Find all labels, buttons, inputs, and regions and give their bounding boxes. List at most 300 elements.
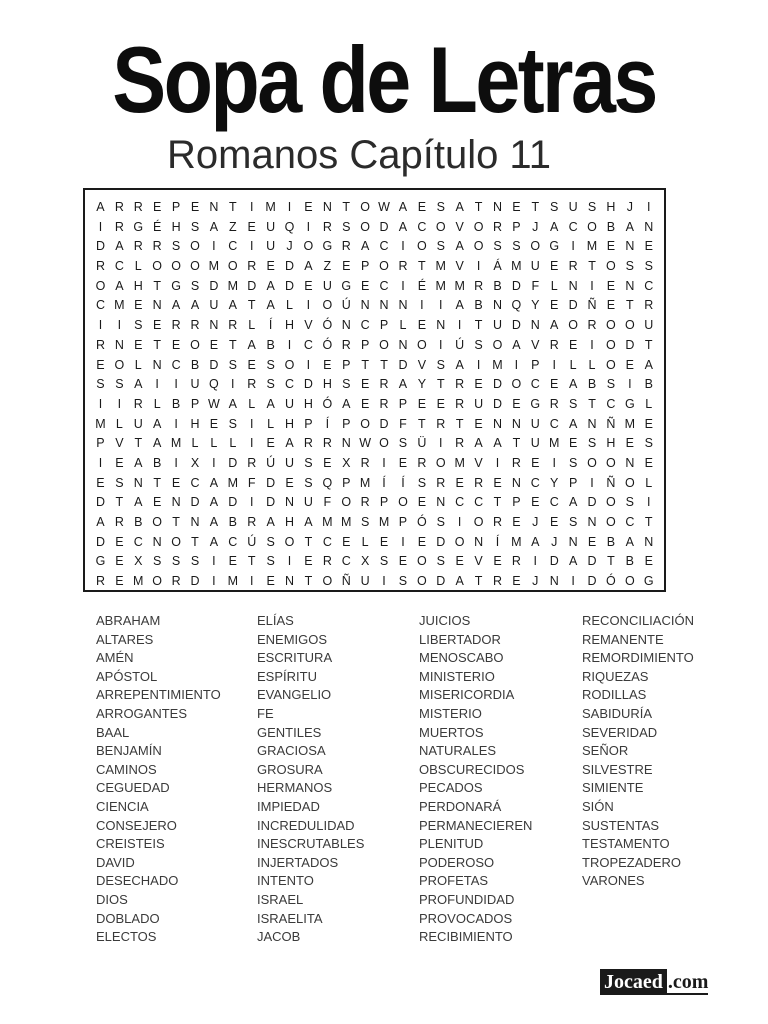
grid-letter: A xyxy=(474,436,483,451)
grid-letter: T xyxy=(588,259,596,274)
grid-letter: B xyxy=(266,337,275,352)
grid-letter: I xyxy=(287,200,292,214)
grid-letter: I xyxy=(552,357,556,372)
grid-letter: Y xyxy=(531,298,540,313)
grid-letter: U xyxy=(530,259,540,274)
grid-letter: L xyxy=(399,318,407,333)
grid-letter: B xyxy=(625,554,634,569)
grid-letter: O xyxy=(416,239,427,254)
grid-letter: U xyxy=(530,416,540,431)
grid-letter: I xyxy=(174,416,178,431)
grid-letter: R xyxy=(247,259,257,274)
grid-letter: A xyxy=(398,219,408,234)
word-list-item: SUSTENTAS xyxy=(582,817,660,833)
grid-letter: I xyxy=(439,298,443,313)
grid-letter: P xyxy=(531,357,540,372)
grid-letter: C xyxy=(133,534,143,549)
grid-letter: T xyxy=(644,337,653,352)
grid-letter: Ú xyxy=(247,534,257,549)
grid-letter: R xyxy=(341,239,351,254)
grid-row xyxy=(91,552,658,572)
grid-letter: Q xyxy=(284,219,295,234)
grid-letter: E xyxy=(398,554,408,569)
grid-letter: T xyxy=(361,357,369,372)
grid-letter: I xyxy=(117,396,122,411)
grid-letter: H xyxy=(606,200,616,214)
grid-letter: R xyxy=(133,396,143,411)
grid-letter: I xyxy=(457,318,462,333)
grid-letter: S xyxy=(171,239,181,254)
grid-letter: A xyxy=(228,298,237,313)
grid-letter: S xyxy=(342,377,351,392)
grid-letter: R xyxy=(398,259,408,274)
grid-letter: I xyxy=(231,377,235,392)
jocaed-logo[interactable] xyxy=(600,965,708,995)
grid-letter: D xyxy=(379,416,389,431)
grid-letter: E xyxy=(323,357,332,372)
word-list-item: JUICIOS xyxy=(419,613,471,628)
grid-letter: N xyxy=(474,534,484,549)
grid-letter: E xyxy=(115,574,124,589)
grid-letter: S xyxy=(644,259,653,274)
grid-letter: M xyxy=(511,259,522,274)
grid-letter: P xyxy=(304,416,313,431)
grid-letter: C xyxy=(228,534,238,549)
grid-letter: P xyxy=(398,396,408,411)
grid-letter: G xyxy=(171,278,181,293)
grid-letter: O xyxy=(379,337,389,352)
grid-letter: S xyxy=(228,357,237,372)
grid-letter: M xyxy=(95,416,106,431)
grid-letter: E xyxy=(360,396,370,411)
grid-letter: L xyxy=(286,298,293,313)
grid-letter: E xyxy=(360,278,370,293)
grid-letter: U xyxy=(190,377,200,392)
grid-letter: E xyxy=(304,278,313,293)
grid-letter: E xyxy=(417,396,427,411)
grid-letter: T xyxy=(644,515,653,529)
grid-letter: U xyxy=(644,318,654,333)
grid-letter: H xyxy=(303,396,313,411)
grid-letter: E xyxy=(587,534,597,549)
grid-letter: B xyxy=(644,377,653,392)
grid-letter: I xyxy=(401,239,405,254)
grid-letter: T xyxy=(455,416,464,431)
grid-letter: E xyxy=(153,495,162,510)
grid-letter: D xyxy=(587,574,597,589)
grid-letter: V xyxy=(455,259,464,274)
grid-letter: T xyxy=(247,298,256,313)
grid-letter: A xyxy=(304,259,313,274)
word-list-item: REMORDIMIENTO xyxy=(582,650,694,666)
grid-letter: N xyxy=(568,278,578,293)
grid-letter: R xyxy=(379,396,389,411)
grid-letter: U xyxy=(285,455,295,470)
grid-letter: B xyxy=(228,515,237,529)
grid-letter: R xyxy=(133,200,143,214)
grid-letter: M xyxy=(265,200,276,214)
word-list-item: ESPÍRITU xyxy=(257,668,317,684)
grid-letter: D xyxy=(492,377,502,392)
grid-letter: I xyxy=(287,554,292,569)
grid-letter: Ú xyxy=(455,337,465,352)
grid-letter: V xyxy=(417,357,427,372)
word-list-item: DAVID xyxy=(96,854,135,870)
grid-letter: N xyxy=(587,515,597,529)
grid-letter: C xyxy=(95,298,105,313)
grid-letter: T xyxy=(588,396,596,411)
grid-letter: E xyxy=(455,475,464,490)
word-list-item: MISERICORDIA xyxy=(419,687,515,703)
word-list-item: RECONCILIACIÓN xyxy=(582,613,694,628)
word-list-item: ARREPENTIMIENTO xyxy=(96,687,221,703)
grid-letter: O xyxy=(416,554,427,569)
grid-row xyxy=(91,493,658,513)
grid-letter: I xyxy=(590,475,594,490)
grid-letter: R xyxy=(379,377,389,392)
grid-letter: N xyxy=(133,475,143,490)
grid-letter: E xyxy=(531,455,540,470)
grid-letter: C xyxy=(606,396,616,411)
grid-letter: N xyxy=(511,416,521,431)
grid-letter: C xyxy=(341,554,351,569)
grid-letter: E xyxy=(625,357,634,372)
grid-letter: D xyxy=(587,554,597,569)
word-list-item: CREISTEIS xyxy=(96,836,165,852)
grid-letter: P xyxy=(342,357,351,372)
grid-letter: R xyxy=(114,219,124,234)
grid-row xyxy=(91,572,658,592)
grid-letter: T xyxy=(493,495,502,510)
grid-letter: S xyxy=(644,436,653,451)
grid-letter: S xyxy=(266,554,275,569)
grid-letter: R xyxy=(360,455,370,470)
grid-letter: D xyxy=(266,495,276,510)
grid-letter: S xyxy=(436,357,445,372)
grid-letter: E xyxy=(379,534,389,549)
grid-letter: M xyxy=(341,515,352,529)
word-list-item: AMÉN xyxy=(96,650,134,666)
word-list-item: ISRAELITA xyxy=(257,910,323,926)
grid-letter: E xyxy=(568,436,578,451)
grid-letter: M xyxy=(227,574,238,589)
grid-letter: E xyxy=(285,475,294,490)
word-list-item: PROVOCADOS xyxy=(419,910,513,926)
grid-letter: C xyxy=(171,357,181,372)
grid-letter: D xyxy=(95,239,105,254)
grid-letter: D xyxy=(247,278,257,293)
grid-letter: O xyxy=(227,259,238,274)
grid-letter: C xyxy=(322,534,332,549)
grid-letter: J xyxy=(532,574,539,589)
grid-letter: O xyxy=(416,337,427,352)
grid-letter: Ñ xyxy=(606,416,616,431)
grid-letter: A xyxy=(228,396,237,411)
grid-letter: E xyxy=(342,534,351,549)
grid-letter: C xyxy=(285,377,295,392)
grid-letter: R xyxy=(190,318,200,333)
word-list-item: SIMIENTE xyxy=(582,780,644,796)
word-list-item: FE xyxy=(257,705,274,721)
grid-letter: S xyxy=(360,515,370,529)
grid-letter: Ñ xyxy=(341,574,351,589)
grid-letter: M xyxy=(378,515,390,529)
grid-letter: T xyxy=(115,495,124,510)
grid-letter: A xyxy=(455,574,464,589)
grid-letter: Q xyxy=(511,298,522,313)
grid-letter: H xyxy=(133,278,143,293)
word-list-item: PROFETAS xyxy=(419,873,489,889)
grid-letter: E xyxy=(398,455,408,470)
grid-letter: O xyxy=(284,534,295,549)
grid-letter: A xyxy=(568,416,578,431)
grid-letter: S xyxy=(474,337,483,352)
grid-letter: C xyxy=(114,259,124,274)
word-list-item: REMANENTE xyxy=(582,631,664,647)
grid-letter: I xyxy=(439,337,443,352)
grid-letter: O xyxy=(473,239,484,254)
grid-letter: R xyxy=(436,475,446,490)
grid-letter: L xyxy=(645,396,653,411)
grid-letter: R xyxy=(114,200,124,214)
grid-letter: O xyxy=(398,495,408,510)
grid-letter: O xyxy=(416,574,427,589)
grid-letter: O xyxy=(114,357,125,372)
grid-letter: J xyxy=(626,200,633,214)
grid-letter: I xyxy=(155,377,159,392)
grid-letter: E xyxy=(228,554,237,569)
letter-grid-rows xyxy=(91,198,658,592)
grid-letter: R xyxy=(322,436,332,451)
grid-letter: P xyxy=(379,495,389,510)
grid-letter: I xyxy=(117,318,122,333)
grid-letter: I xyxy=(98,318,103,333)
grid-letter: S xyxy=(304,455,313,470)
word-list-item: CEGUEDAD xyxy=(96,780,170,796)
grid-letter: E xyxy=(342,259,351,274)
page-title: Sopa de Letras xyxy=(112,27,656,132)
grid-letter: R xyxy=(455,436,465,451)
grid-letter: S xyxy=(266,357,275,372)
grid-letter: A xyxy=(96,200,105,214)
grid-letter: T xyxy=(228,200,237,214)
grid-letter: N xyxy=(379,298,389,313)
grid-letter: Q xyxy=(322,475,333,490)
grid-letter: A xyxy=(360,239,370,254)
grid-letter: N xyxy=(549,574,559,589)
grid-letter: F xyxy=(323,495,332,510)
word-list-item: TROPEZADERO xyxy=(582,854,681,870)
grid-letter: O xyxy=(190,239,200,254)
grid-letter: I xyxy=(306,219,311,234)
grid-letter: M xyxy=(322,515,333,529)
grid-letter: A xyxy=(568,495,578,510)
grid-row xyxy=(91,316,658,336)
grid-letter: L xyxy=(645,475,653,490)
grid-letter: B xyxy=(587,377,597,392)
word-list-item: ENEMIGOS xyxy=(257,631,328,647)
grid-letter: R xyxy=(322,219,332,234)
grid-letter: D xyxy=(209,357,219,372)
grid-letter: D xyxy=(190,495,200,510)
grid-letter: J xyxy=(532,515,539,529)
grid-letter: E xyxy=(644,554,653,569)
grid-letter: A xyxy=(304,515,313,529)
grid-letter: B xyxy=(190,357,200,372)
grid-letter: R xyxy=(360,495,370,510)
grid-letter: R xyxy=(474,475,484,490)
grid-letter: C xyxy=(379,278,389,293)
grid-letter: I xyxy=(571,239,575,254)
grid-letter: T xyxy=(191,534,199,549)
grid-letter: R xyxy=(644,298,654,313)
grid-letter: E xyxy=(512,574,521,589)
grid-letter: U xyxy=(266,239,276,254)
grid-letter: B xyxy=(493,278,502,293)
grid-letter: L xyxy=(569,357,577,372)
grid-letter: S xyxy=(436,200,445,214)
grid-letter: S xyxy=(436,239,445,254)
grid-letter: T xyxy=(153,278,161,293)
grid-letter: E xyxy=(625,436,634,451)
grid-letter: E xyxy=(115,455,124,470)
word-list-item: ESCRITURA xyxy=(257,650,333,666)
grid-letter: E xyxy=(606,239,616,254)
grid-letter: T xyxy=(418,416,426,431)
grid-letter: E xyxy=(568,337,578,352)
grid-letter: H xyxy=(322,377,332,392)
grid-letter: E xyxy=(266,574,275,589)
word-list-item: ABRAHAM xyxy=(96,613,161,628)
grid-letter: N xyxy=(436,495,446,510)
grid-letter: E xyxy=(190,200,200,214)
grid-letter: G xyxy=(549,239,560,254)
grid-letter: R xyxy=(95,337,105,352)
grid-letter: D xyxy=(587,495,597,510)
grid-letter: I xyxy=(287,337,292,352)
word-list-item: BAAL xyxy=(96,724,130,740)
grid-letter: S xyxy=(153,554,162,569)
grid-letter: H xyxy=(606,436,616,451)
grid-letter: A xyxy=(568,554,578,569)
grid-letter: T xyxy=(172,515,180,529)
grid-letter: E xyxy=(304,200,313,214)
grid-letter: N xyxy=(625,278,635,293)
word-list-item: VARONES xyxy=(582,873,645,889)
grid-letter: A xyxy=(190,298,200,313)
grid-letter: S xyxy=(436,554,445,569)
grid-letter: C xyxy=(190,475,200,490)
word-list-item: ELECTOS xyxy=(96,929,157,945)
grid-letter: Í xyxy=(268,318,273,333)
grid-letter: I xyxy=(457,515,462,529)
grid-letter: A xyxy=(153,436,162,451)
grid-letter: I xyxy=(628,377,632,392)
grid-letter: S xyxy=(304,475,313,490)
grid-letter: T xyxy=(531,200,540,214)
grid-letter: E xyxy=(417,200,427,214)
word-list-item: ARROGANTES xyxy=(96,705,188,721)
grid-letter: N xyxy=(152,357,162,372)
grid-letter: T xyxy=(436,377,445,392)
grid-letter: P xyxy=(171,200,181,214)
grid-letter: Ú xyxy=(341,298,351,313)
grid-letter: S xyxy=(379,554,389,569)
grid-letter: B xyxy=(171,396,181,411)
grid-letter: I xyxy=(249,436,254,451)
grid-letter: E xyxy=(474,416,483,431)
grid-letter: I xyxy=(552,455,556,470)
grid-letter: S xyxy=(171,554,181,569)
grid-letter: E xyxy=(417,495,427,510)
logo-domain-text: .com xyxy=(667,971,709,993)
grid-letter: T xyxy=(342,200,351,214)
word-list-item: CIENCIA xyxy=(96,798,149,814)
grid-letter: H xyxy=(285,515,295,529)
grid-letter: A xyxy=(455,239,464,254)
grid-letter: M xyxy=(435,259,446,274)
grid-letter: I xyxy=(476,259,481,274)
grid-letter: O xyxy=(322,298,333,313)
grid-letter: L xyxy=(115,416,123,431)
grid-letter: E xyxy=(493,475,502,490)
grid-letter: E xyxy=(417,534,427,549)
grid-letter: M xyxy=(114,298,125,313)
grid-letter: R xyxy=(171,318,181,333)
word-list-item: TESTAMENTO xyxy=(582,836,670,852)
grid-letter: I xyxy=(590,337,594,352)
grid-letter: I xyxy=(420,298,424,313)
grid-letter: B xyxy=(606,534,616,549)
word-list-item: MISTERIO xyxy=(419,705,482,721)
grid-letter: M xyxy=(492,357,503,372)
grid-letter: O xyxy=(587,219,597,234)
grid-letter: O xyxy=(190,259,200,274)
grid-row xyxy=(91,356,658,376)
grid-letter: A xyxy=(115,239,124,254)
word-list-column-3 xyxy=(419,612,589,947)
grid-letter: U xyxy=(266,219,276,234)
word-list-item: RECIBIMIENTO xyxy=(419,929,513,945)
grid-letter: L xyxy=(153,396,161,411)
word-list-item: SIÓN xyxy=(582,798,614,814)
grid-letter: I xyxy=(249,574,254,589)
grid-letter: O xyxy=(606,515,616,529)
grid-letter: I xyxy=(514,357,519,372)
grid-letter: É xyxy=(417,278,427,293)
grid-letter: E xyxy=(171,475,181,490)
grid-letter: S xyxy=(587,200,597,214)
grid-letter: E xyxy=(493,554,502,569)
grid-letter: Q xyxy=(209,377,219,392)
grid-letter: O xyxy=(152,515,163,529)
grid-letter: A xyxy=(455,200,464,214)
grid-letter: G xyxy=(643,574,654,589)
grid-letter: O xyxy=(606,259,616,274)
grid-letter: A xyxy=(455,298,464,313)
grid-letter: Y xyxy=(417,377,427,392)
grid-letter: A xyxy=(342,396,351,411)
grid-letter: A xyxy=(550,219,559,234)
grid-letter: O xyxy=(152,259,163,274)
grid-letter: M xyxy=(624,416,636,431)
grid-letter: M xyxy=(359,475,371,490)
grid-letter: D xyxy=(511,278,521,293)
grid-letter: A xyxy=(398,200,408,214)
grid-letter: N xyxy=(587,416,597,431)
grid-letter: M xyxy=(511,534,522,549)
word-list-item: PLENITUD xyxy=(419,836,484,852)
